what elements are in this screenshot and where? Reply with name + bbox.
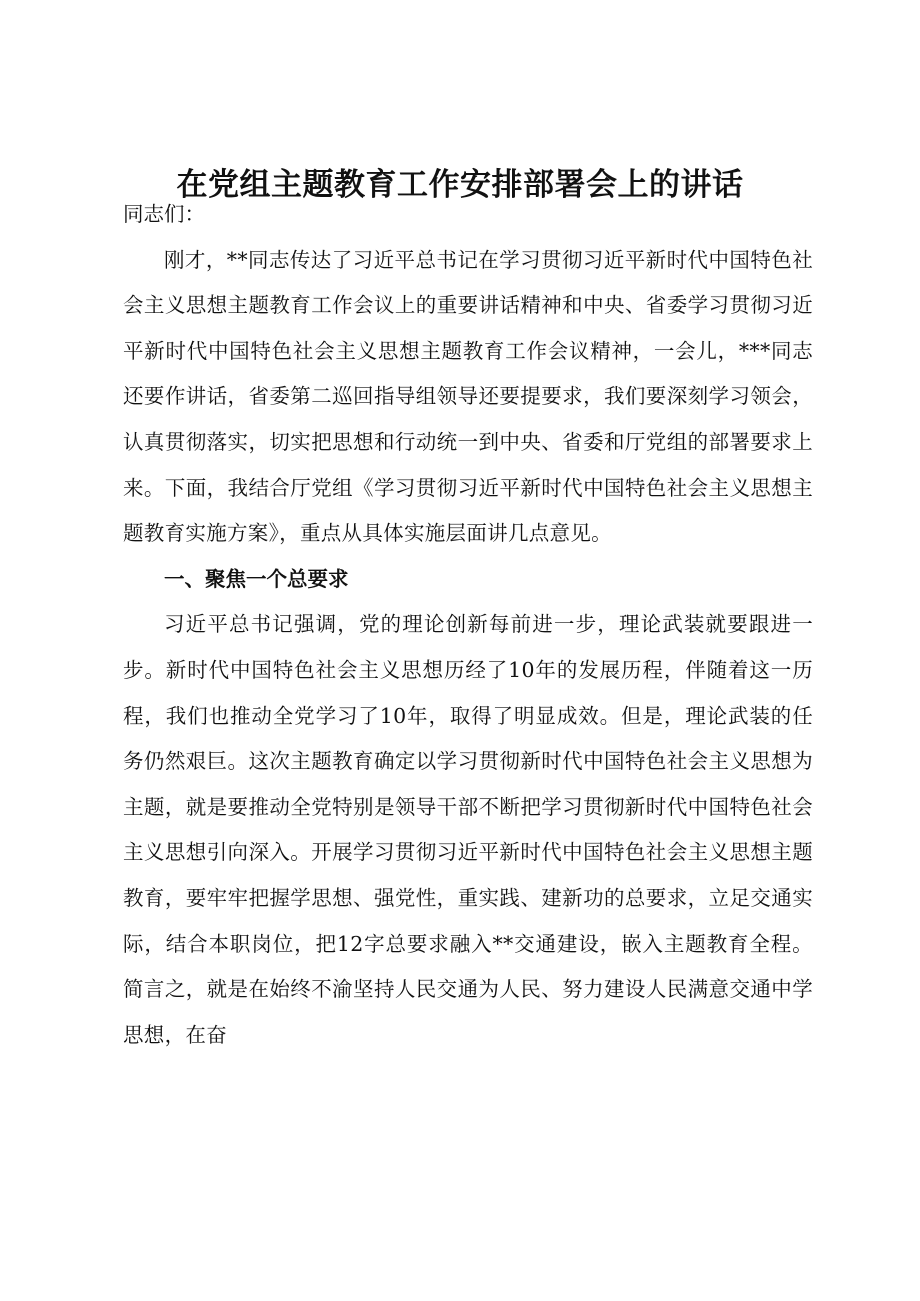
document-title: 在党组主题教育工作安排部署会上的讲话 bbox=[176, 167, 744, 203]
greeting: 同志们： bbox=[123, 202, 205, 226]
section-heading: 一、聚焦一个总要求 bbox=[164, 566, 349, 591]
body-paragraph: 刚才，**同志传达了习近平总书记在学习贯彻习近平新时代中国特色社会主义思想主题教育工作会议上的重要讲话精神和中央、省委学习贯彻习近平新时代中国特色社会主义思想主题教育工作会议精神，一会儿，***同志还要作讲话，省委第二巡回指导组领导还要提要求，我们要深刻学习领会，认真贯彻落实，切实把思想和行动统一到中央、省委和厅党组的部署要求上来。下面，我结合厅党组《学习贯彻习近平新时代中国特色社会主义思想主题教育实施方案》，重点从具体实施层面讲几点意见。 bbox=[123, 247, 813, 546]
section-paragraph: 习近平总书记强调，党的理论创新每前进一步，理论武装就要跟进一步。新时代中国特色社会主义思想历经了10年的发展历程，伴随着这一历程，我们也推动全党学习了10年，取得了明显成效。但是，理论武装的任务仍然艰巨。这次主题教育确定以学习贯彻新时代中国特色社会主义思想为主题，就是要推动全党特别是领导干部不断把学习贯彻新时代中国特色社会主义思想引向深入。开展学习贯彻习近平新时代中国特色社会主义思想主题教育，要牢牢把握学思想、强党性，重实践、建新功的总要求，立足交通实际，结合本职岗位，把12字总要求融入**交通建设，嵌入主题教育全程。简言之，就是在始终不渝坚持人民交通为人民、努力建设人民满意交通中学思想，在奋 bbox=[123, 612, 813, 1047]
document-body bbox=[123, 192, 813, 1058]
